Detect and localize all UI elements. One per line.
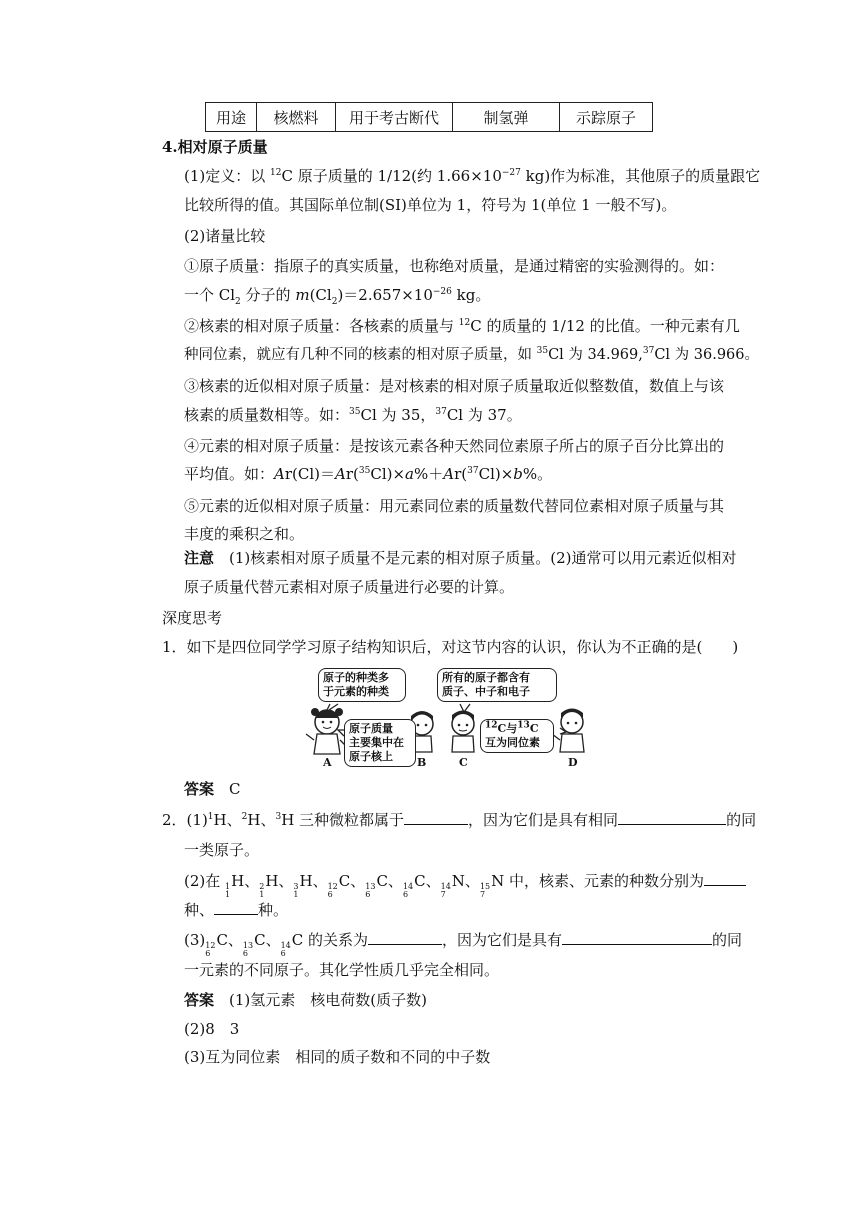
q2-part2-line1: (2)在 1 1 H、 2 1 H、 3 1 H、 12 6 C、 13 6 C、 14 6 C、 14 7 N、 15 7 N 中，核素、元素的种数分别为 — [184, 871, 746, 899]
mass-number: 3 — [293, 882, 299, 891]
table-row — [206, 103, 653, 132]
item5-line-1: ⑤元素的近似相对原子质量：用元素同位素的质量数代替同位素相对原子质量与其 — [184, 497, 725, 515]
item2-line-2: 种同位素，就应有几种不同的核素的相对原子质量，如 $^{35}$Cl 为 34.969,37Cl 为 36.966。 — [184, 346, 759, 363]
item5-line-2: 丰度的乘积之和。 — [184, 525, 305, 543]
speech-bubble-a: 原子的种类多 于元素的种类 — [318, 668, 406, 702]
atomic-number: 6 — [402, 890, 409, 899]
nuclide-symbol: 2 1 H、 — [259, 872, 294, 899]
item3-line-2: 核素的质量数相等。如：$^{35}$Cl 为 35，$^{37}$Cl 为 37。 — [184, 406, 522, 424]
q2-part1-line1: 2．$(1)^1H$、$^2$H、$^3$H 三种微粒都属于 ，因为它们是具有相同 的同 — [162, 811, 757, 829]
nuclide-symbol: 13 6 C、 — [365, 872, 403, 899]
speech-bubble-b: 原子质量 主要集中在 原子核上 — [344, 719, 416, 767]
deep-thinking-heading: 深度思考 — [162, 609, 223, 627]
answer-label: 答案 — [184, 991, 215, 1009]
nuclide-symbol: 14 6 C、 — [402, 872, 441, 899]
table-cell: 制氢弹 — [453, 103, 560, 132]
mass-number: 14 — [440, 882, 451, 891]
table-cell: 示踪原子 — [560, 103, 653, 132]
q1-answer: 答案 C — [184, 780, 241, 798]
answer-blank[interactable] — [562, 930, 712, 945]
figure-label-b: B — [417, 756, 427, 769]
item1-line-2: 一个 $Cl_2$ 分子的 $m(Cl_2)=2.657\times 10^{-26}$ kg。 — [184, 286, 491, 307]
student-c-figure — [452, 711, 474, 753]
answer-blank[interactable] — [404, 810, 468, 825]
speech-bubble-d: $^{12}$C与$^{13}$C 互为同位素 — [480, 719, 554, 753]
q2-part2-line2: 种、 种。 — [184, 901, 289, 919]
note-line-2: 原子质量代替元素相对原子质量进行必要的计算。 — [184, 578, 515, 596]
mass-number: 13 — [242, 941, 254, 950]
item3-line-1: ③核素的近似相对原子质量：是对核素的相对原子质量取近似整数值，数值上与该 — [184, 377, 725, 395]
nuclide-symbol: 12 6 C、 — [205, 931, 243, 958]
nuclide-symbol: 1 1 H、 — [225, 872, 260, 899]
table-cell: 核燃料 — [257, 103, 336, 132]
atomic-number: 6 — [327, 890, 333, 899]
q1-illustration — [300, 664, 600, 772]
q2-part3-line2: 一元素的不同原子。其化学性质几乎完全相同。 — [184, 961, 500, 979]
section-heading: 4.相对原子质量 — [162, 138, 268, 156]
nuclide-list — [225, 872, 705, 899]
atomic-number: 6 — [205, 949, 211, 958]
figure-label-d: D — [568, 756, 578, 769]
atomic-number: 6 — [280, 949, 286, 958]
atomic-number: 6 — [365, 890, 371, 899]
usage-table — [205, 102, 653, 132]
figure-label-c: C — [459, 756, 468, 769]
answer-blank[interactable] — [214, 900, 258, 915]
item1-line-1: ①原子质量：指原子的真实质量，也称绝对质量，是通过精密的实验测得的。如： — [184, 257, 725, 275]
mass-number: 15 — [479, 882, 491, 891]
item4-line-1: ④元素的相对原子质量：是按该元素各种天然同位素原子所占的原子百分比算出的 — [184, 437, 725, 455]
mass-number: 13 — [365, 882, 376, 891]
nuclide-symbol: 12 6 C、 — [327, 872, 366, 899]
note-line-1: 注意 (1)核素相对原子质量不是元素的相对原子质量。(2)通常可以用元素近似相对 — [184, 549, 737, 567]
figure-label-a: A — [323, 756, 332, 769]
note-label: 注意 — [184, 549, 215, 567]
answer-blank[interactable] — [618, 810, 726, 825]
item4-line-2: 平均值。如：Ar(Cl)＝Ar($^{35}$Cl)×a%＋Ar($^{37}$Cl)×b%。 — [184, 465, 553, 483]
answer-blank[interactable] — [368, 930, 442, 945]
item2-line-1: ②核素的相对原子质量：各核素的质量与 $^{12}$C 的质量的 1/12 的比值。一种元素有几 — [184, 317, 740, 335]
definition-line-1: (1)定义：以 $^{12}$C 原子质量的 1/12(约 $1.66\times 10^{-27}$ kg)作为标准，其他原子的质量跟它 — [184, 167, 761, 185]
mass-number: 12 — [327, 882, 338, 891]
mass-number: 1 — [225, 882, 231, 891]
answer-blank[interactable] — [704, 871, 746, 886]
mass-number: 12 — [205, 941, 216, 950]
mass-number: 14 — [402, 882, 414, 891]
nuclide-symbol: 3 1 H、 — [293, 872, 328, 899]
nuclide-symbol: 13 6 C、 — [242, 931, 281, 958]
q2-answer-3: (3)互为同位素 相同的质子数和不同的中子数 — [184, 1048, 491, 1066]
definition-line-2: 比较所得的值。其国际单位制(SI)单位为 1，符号为 1(单位 1 一般不写)。 — [184, 196, 677, 214]
answer-label: 答案 — [184, 780, 215, 798]
speech-bubble-c: 所有的原子都含有 质子、中子和电子 — [437, 668, 557, 702]
mass-number: 2 — [259, 882, 265, 891]
nuclide-symbol: 14 7 N、 — [440, 872, 480, 899]
nuclide-list — [205, 931, 369, 958]
atomic-number: 1 — [225, 890, 231, 899]
q2-answer-1: 答案 (1)氢元素 核电荷数(质子数) — [184, 991, 427, 1009]
mass-number: 14 — [280, 941, 291, 950]
atomic-number: 6 — [242, 949, 249, 958]
nuclide-symbol: 14 6 C 的关系为 — [280, 931, 369, 958]
nuclide-symbol: 15 7 N 中，核素、元素的种数分别为 — [479, 872, 705, 899]
q2-part3-line1: (3) 12 6 C、 13 6 C、 14 6 C 的关系为 ，因为它们是具有 的同 — [184, 931, 743, 958]
q2-part1-line2: 一类原子。 — [184, 841, 260, 859]
comparison-title: (2)诸量比较 — [184, 227, 266, 245]
atomic-number: 7 — [479, 890, 486, 899]
q2-answer-2: (2)8 3 — [184, 1020, 240, 1038]
table-cell: 用途 — [206, 103, 257, 132]
table-cell: 用于考古断代 — [336, 103, 453, 132]
atomic-number: 7 — [440, 890, 446, 899]
atomic-number: 1 — [259, 890, 265, 899]
student-d-figure — [552, 709, 584, 753]
q1-stem: 1．如下是四位同学学习原子结构知识后，对这节内容的认识，你认为不正确的是( ) — [162, 638, 739, 656]
atomic-number: 1 — [293, 890, 299, 899]
